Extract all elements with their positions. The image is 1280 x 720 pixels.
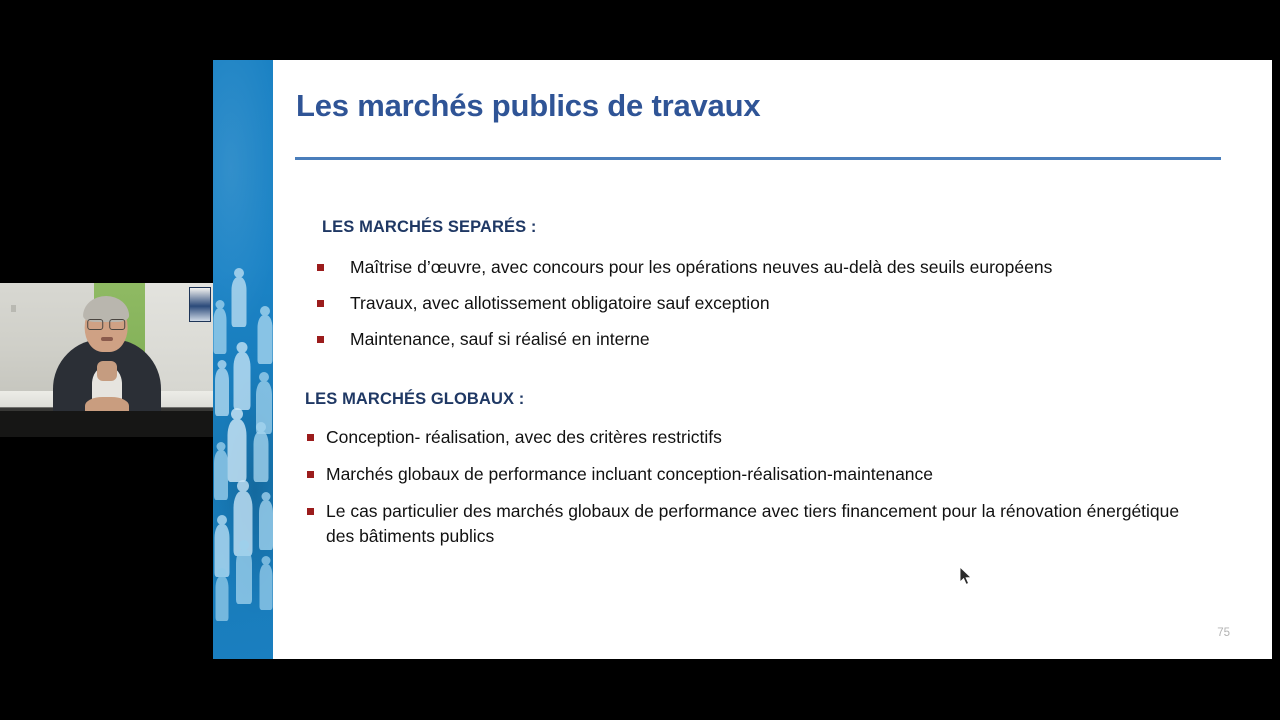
video-poster (189, 287, 211, 322)
slide-decorative-sidebar (213, 60, 273, 659)
presenter-mouth (101, 337, 113, 341)
silhouette-person (258, 492, 273, 552)
silhouette-person (257, 306, 273, 366)
bullet-square-icon (317, 300, 324, 307)
bullet-text: Maintenance, sauf si réalisé en interne (350, 328, 650, 349)
silhouette-person (259, 556, 273, 612)
section-marches-separes (274, 218, 1272, 363)
section-marches-globaux (274, 390, 1272, 560)
presentation-slide[interactable] (213, 60, 1272, 659)
bullet-text: Travaux, avec allotissement obligatoire sauf exception (350, 292, 770, 313)
presenter-glasses (87, 319, 125, 329)
bullet-square-icon (307, 508, 314, 515)
bullet-square-icon (317, 264, 324, 271)
list-item (305, 327, 1272, 352)
silhouette-person (231, 268, 247, 330)
list-item (305, 499, 1201, 549)
page-title: Les marchés publics de travaux (296, 88, 761, 123)
section-heading: LES MARCHÉS SEPARÉS : (322, 218, 537, 236)
silhouette-person (213, 442, 228, 502)
section-heading: LES MARCHÉS GLOBAUX : (305, 390, 525, 408)
silhouette-person (253, 422, 269, 484)
bullet-list (305, 255, 1272, 352)
page-number: 75 (1217, 627, 1230, 639)
bullet-text: Conception- réalisation, avec des critères restrictifs (326, 427, 722, 447)
silhouette-person (233, 342, 251, 412)
title-divider (295, 157, 1221, 160)
list-item (305, 462, 1272, 487)
bullet-square-icon (307, 434, 314, 441)
list-item (305, 425, 1272, 450)
list-item (305, 291, 1272, 316)
silhouette-person (235, 540, 252, 606)
bullet-text: Le cas particulier des marchés globaux de performance avec tiers financement pour la rénovation énergétique des bâtiments publics (326, 500, 1180, 546)
bullet-text: Maîtrise d’œuvre, avec concours pour les opérations neuves au-delà des seuils européens (350, 257, 1053, 277)
bullet-text: Marchés globaux de performance incluant conception-réalisation-maintenance (326, 463, 934, 484)
silhouette-person (227, 408, 247, 484)
bullet-square-icon (307, 471, 314, 478)
presenter-video[interactable] (0, 283, 213, 437)
silhouette-person (215, 568, 229, 622)
silhouette-person (213, 300, 227, 356)
video-sticky-note (11, 305, 16, 312)
bullet-square-icon (317, 336, 324, 343)
list-item (305, 255, 1272, 280)
bullet-list (305, 425, 1272, 548)
presenter-neck (97, 361, 117, 381)
video-desk-front (0, 411, 213, 437)
slide-content (274, 60, 1272, 659)
